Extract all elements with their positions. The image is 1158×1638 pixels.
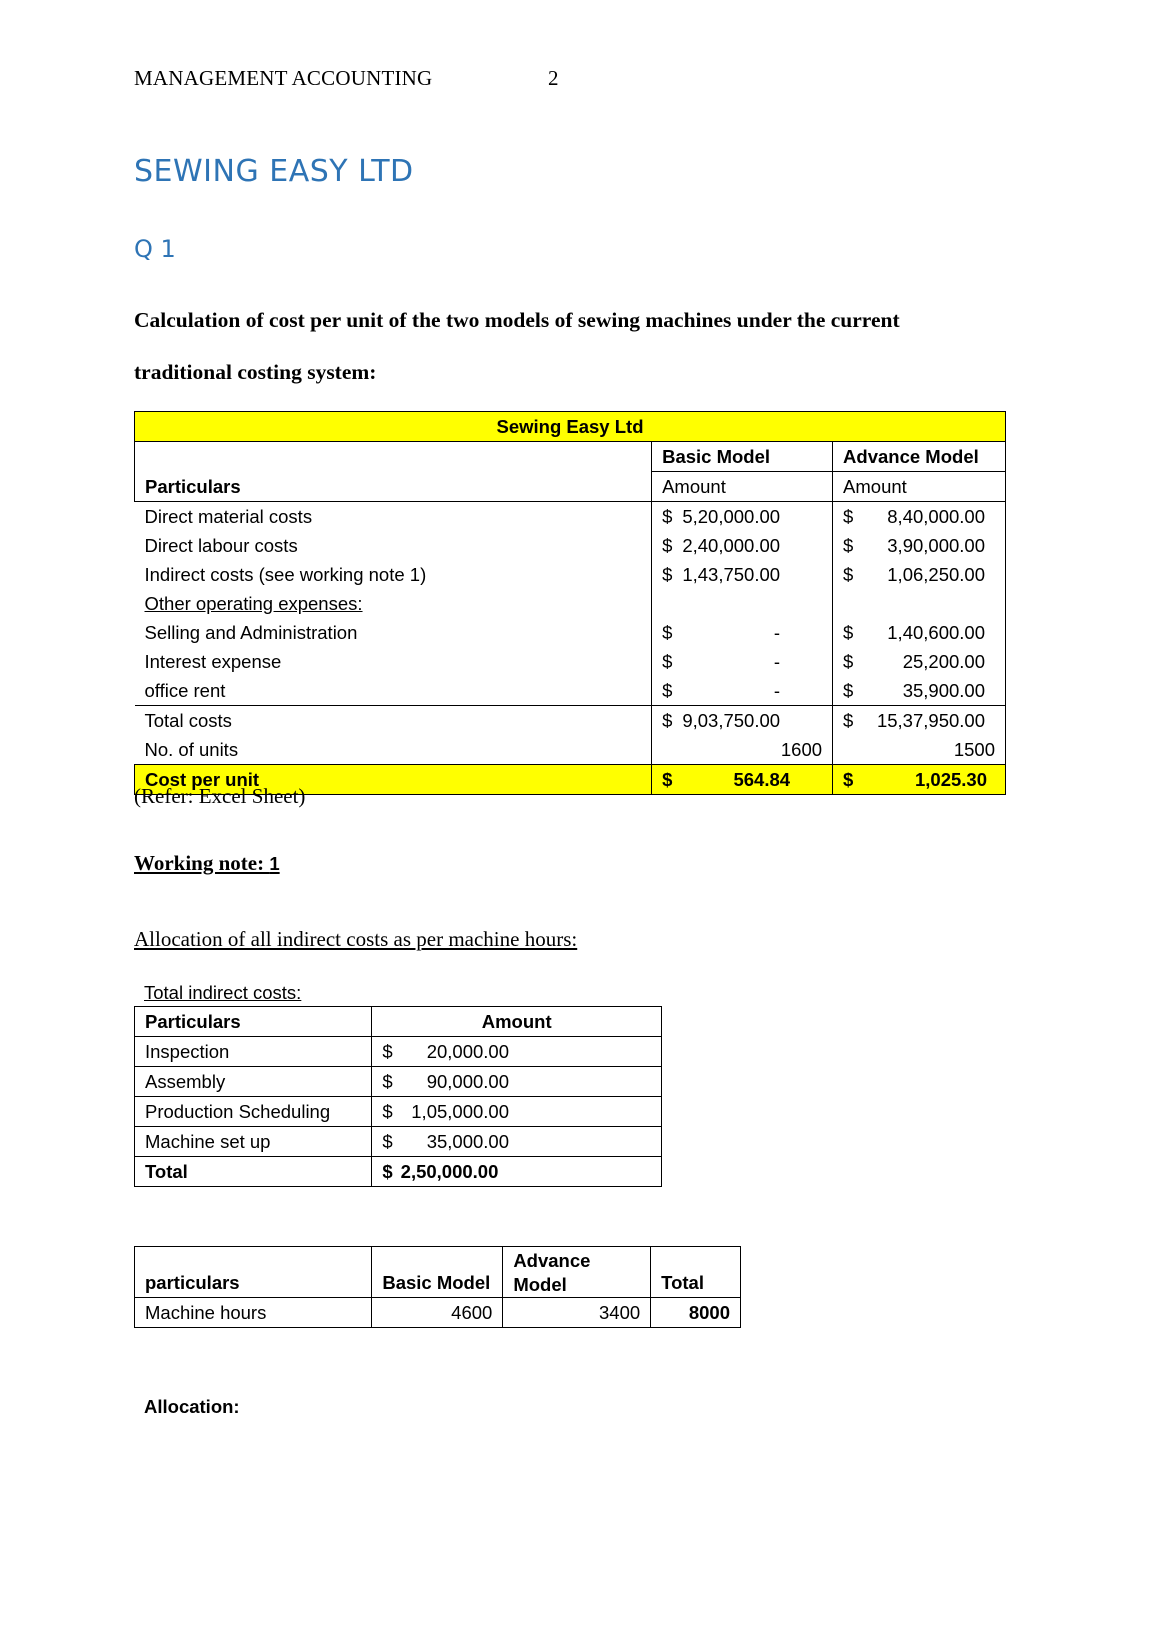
basic-amount: - [773,622,781,643]
machine-hours-label: Machine hours [135,1298,372,1328]
currency-symbol: $ [662,506,673,527]
currency-symbol: $ [843,710,854,731]
currency-symbol: $ [382,1041,393,1062]
row-label: Direct material costs [144,506,313,527]
table-row [135,1298,741,1328]
currency-symbol: $ [843,769,854,790]
table-row [135,502,1006,532]
col-amount: Amount [372,1007,662,1037]
table-row [135,1127,662,1157]
machine-hours-table [134,1246,741,1328]
amount-label-advance: Amount [833,472,1006,502]
row-label: Indirect costs (see working note 1) [144,564,427,585]
currency-symbol: $ [662,710,673,731]
units-basic: 1600 [652,735,833,765]
basic-amount: - [773,651,781,672]
table-row [135,618,1006,647]
cost-per-unit-table [134,411,1006,795]
col-advance-model: Advance Model [503,1247,651,1298]
row-label: Machine set up [135,1127,372,1157]
basic-amount: 5,20,000.00 [682,506,781,527]
table-header-row [135,1007,662,1037]
machine-hours-basic: 4600 [372,1298,503,1328]
advance-amount: 35,900.00 [902,680,985,701]
total-amount: 2,50,000.00 [400,1161,499,1182]
currency-symbol: $ [662,622,673,643]
total-costs-row [135,706,1006,736]
table-row [135,560,1006,589]
allocation-label: Allocation: [144,1396,240,1417]
table-row [135,1067,662,1097]
col-basic-model: Basic Model [652,442,833,472]
intro-line-2: traditional costing system: [134,360,377,384]
amount-label-basic: Amount [652,472,833,502]
working-note-heading [134,851,280,876]
document-title: SEWING EASY LTD [134,154,414,189]
currency-symbol: $ [843,651,854,672]
table-title: Sewing Easy Ltd [135,412,1006,442]
table-header-row [135,1247,741,1298]
row-amount: 20,000.00 [426,1041,509,1062]
row-label: Direct labour costs [144,535,298,556]
col-total: Total [651,1247,741,1298]
indirect-costs-caption: Total indirect costs: [144,982,302,1003]
row-label: Production Scheduling [135,1097,372,1127]
basic-amount: - [773,680,781,701]
col-particulars: Particulars [135,472,652,502]
row-label: Interest expense [144,651,282,672]
intro-line-1: Calculation of cost per unit of the two models of sewing machines under the current [134,308,900,332]
col-advance-model: Advance Model [833,442,1006,472]
currency-symbol: $ [843,506,854,527]
total-basic: 9,03,750.00 [682,710,781,731]
currency-symbol: $ [662,651,673,672]
currency-symbol: $ [843,680,854,701]
currency-symbol: $ [843,564,854,585]
basic-amount: 2,40,000.00 [682,535,781,556]
row-label: Selling and Administration [144,622,358,643]
currency-symbol: $ [662,564,673,585]
units-advance: 1500 [833,735,1006,765]
cost-per-unit-basic: 564.84 [733,769,791,790]
page-number: 2 [548,66,559,90]
advance-amount: 1,06,250.00 [887,564,985,585]
row-label: Assembly [135,1067,372,1097]
question-heading: Q 1 [134,235,176,263]
row-amount: 35,000.00 [426,1131,509,1152]
working-note-label: Working note: [134,851,270,875]
currency-symbol: $ [843,535,854,556]
row-label: Other operating expenses: [144,593,363,614]
advance-amount: 3,90,000.00 [887,535,985,556]
row-amount: 90,000.00 [426,1071,509,1092]
currency-symbol: $ [382,1101,393,1122]
table-row [135,589,1006,618]
units-label: No. of units [144,739,239,760]
currency-symbol: $ [662,535,673,556]
table-row [135,1097,662,1127]
currency-symbol: $ [382,1071,393,1092]
currency-symbol: $ [662,680,673,701]
currency-symbol: $ [382,1131,393,1152]
running-header: MANAGEMENT ACCOUNTING [134,66,433,90]
advance-amount: 25,200.00 [902,651,985,672]
total-label: Total [135,1157,372,1187]
currency-symbol: $ [662,769,673,790]
total-costs-label: Total costs [135,706,652,736]
col-basic-model: Basic Model [372,1247,503,1298]
machine-hours-advance: 3400 [503,1298,651,1328]
table-row [135,531,1006,560]
indirect-costs-table [134,1006,662,1187]
machine-hours-total: 8000 [651,1298,741,1328]
table-row [135,676,1006,706]
row-label: Inspection [135,1037,372,1067]
table-row [135,1037,662,1067]
allocation-heading: Allocation of all indirect costs as per machine hours: [134,927,578,951]
units-row [135,735,1006,765]
cost-per-unit-label: Cost per unit [135,765,652,795]
col-particulars: Particulars [135,1007,372,1037]
table-subheader-row [135,472,1006,502]
currency-symbol: $ [843,622,854,643]
total-row [135,1157,662,1187]
working-note-number: 1 [269,853,280,874]
table-title-row [135,412,1006,442]
row-amount: 1,05,000.00 [411,1101,509,1122]
cost-per-unit-advance: 1,025.30 [914,769,987,790]
basic-amount: 1,43,750.00 [682,564,781,585]
col-particulars: particulars [135,1247,372,1298]
refer-note: (Refer: Excel Sheet) [134,784,306,808]
advance-amount: 8,40,000.00 [887,506,985,527]
currency-symbol: $ [382,1161,393,1182]
advance-amount: 1,40,600.00 [887,622,985,643]
table-header-row [135,442,1006,472]
row-label: office rent [144,680,226,701]
table-row [135,647,1006,676]
total-advance: 15,37,950.00 [876,710,985,731]
